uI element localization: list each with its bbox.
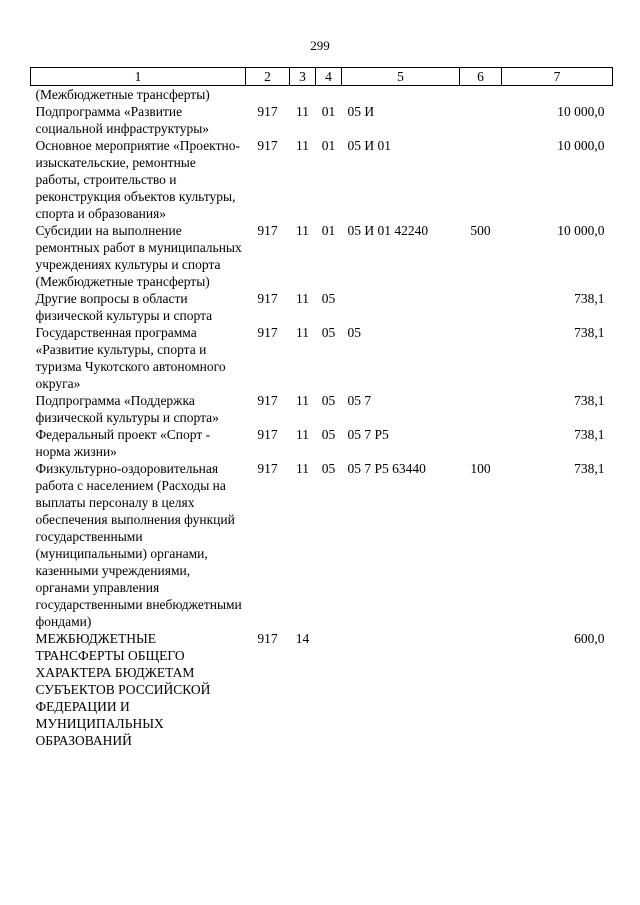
row-col-4: 05 <box>321 427 336 442</box>
row-col-4: 05 <box>321 461 336 476</box>
row-col-5 <box>342 290 460 324</box>
header-col-6: 6 <box>460 68 502 86</box>
row-col-2: 917 <box>257 461 278 476</box>
row-col-7: 10 000,0 <box>557 223 605 238</box>
row-col-2: 917 <box>257 427 278 442</box>
row-col-3: 11 <box>296 427 309 442</box>
row-name: Основное мероприятие «Проектно-изыскательские, ремонтные работы, строительство и реконструкция объектов культуры, спорта и образования» <box>35 138 240 221</box>
row-col-3: 11 <box>296 223 309 238</box>
row-col-6: 500 <box>470 223 491 238</box>
row-col-4: 01 <box>321 138 336 153</box>
row-col-7: 738,1 <box>574 461 605 476</box>
budget-table <box>30 67 613 749</box>
header-col-4: 4 <box>316 68 342 86</box>
table-row <box>31 290 613 324</box>
row-col-3: 11 <box>296 325 309 340</box>
row-col-2: 917 <box>257 631 278 646</box>
row-col-6 <box>460 392 502 426</box>
row-col-2 <box>246 86 290 104</box>
row-col-3: 14 <box>295 631 310 646</box>
row-col-6 <box>460 426 502 460</box>
row-col-7: 10 000,0 <box>557 104 605 119</box>
row-col-4: 05 <box>321 325 336 340</box>
row-col-6 <box>460 290 502 324</box>
header-col-7: 7 <box>502 68 613 86</box>
row-col-6 <box>460 137 502 222</box>
table-row <box>31 392 613 426</box>
row-col-5: 05 <box>347 325 361 340</box>
table-row <box>31 426 613 460</box>
row-col-5: 05 7 Р5 63440 <box>347 461 426 476</box>
row-col-5: 05 7 <box>347 393 372 408</box>
row-col-3: 11 <box>296 393 309 408</box>
table-row <box>31 86 613 104</box>
row-col-2: 917 <box>257 104 278 119</box>
row-col-2: 917 <box>257 138 278 153</box>
row-name: (Межбюджетные трансферты) <box>35 87 210 102</box>
header-row <box>31 68 613 86</box>
row-col-7: 738,1 <box>574 393 605 408</box>
row-col-3: 11 <box>296 138 309 153</box>
row-col-6 <box>460 86 502 104</box>
row-col-7: 600,0 <box>574 631 605 646</box>
row-col-7 <box>502 86 613 104</box>
header-col-3: 3 <box>290 68 316 86</box>
row-name: Физкультурно-оздоровительная работа с населением (Расходы на выплаты персоналу в целях обеспечения выполнения функций государственными (муниципальными) органами, казенными учреждениями, органами управления государственными внебюджетными фондами) <box>35 461 242 629</box>
row-name: Подпрограмма «Развитие социальной инфраструктуры» <box>35 104 210 136</box>
row-col-4: 05 <box>321 393 336 408</box>
table-row <box>31 460 613 630</box>
row-col-4 <box>316 630 342 749</box>
row-col-3: 11 <box>296 461 309 476</box>
row-name: Субсидии на выполнение ремонтных работ в муниципальных учреждениях культуры и спорта (Межбюджетные трансферты) <box>35 223 242 289</box>
row-col-6 <box>460 630 502 749</box>
row-col-5: 05 И 01 <box>347 138 391 153</box>
row-col-2: 917 <box>257 291 278 306</box>
row-col-4: 05 <box>321 291 336 306</box>
row-col-7: 10 000,0 <box>557 138 605 153</box>
row-col-4: 01 <box>321 104 336 119</box>
row-col-3 <box>290 86 316 104</box>
row-col-4: 01 <box>321 223 336 238</box>
row-col-5 <box>342 86 460 104</box>
header-col-2: 2 <box>246 68 290 86</box>
row-name: Подпрограмма «Поддержка физической культуры и спорта» <box>35 393 219 425</box>
row-name: Другие вопросы в области физической культуры и спорта <box>35 291 213 323</box>
table-row <box>31 630 613 749</box>
row-col-3: 11 <box>296 291 309 306</box>
row-col-7: 738,1 <box>574 427 605 442</box>
row-col-2: 917 <box>257 393 278 408</box>
table-row <box>31 137 613 222</box>
row-name: МЕЖБЮДЖЕТНЫЕ ТРАНСФЕРТЫ ОБЩЕГО ХАРАКТЕРА БЮДЖЕТАМ СУБЪЕКТОВ РОССИЙСКОЙ ФЕДЕРАЦИИ И МУНИЦИПАЛЬНЫХ ОБРАЗОВАНИЙ <box>35 631 211 748</box>
row-col-5: 05 И 01 42240 <box>347 223 429 238</box>
page-number: 299 <box>310 38 330 53</box>
row-col-6 <box>460 324 502 392</box>
table-row <box>31 222 613 290</box>
row-col-7: 738,1 <box>574 325 605 340</box>
row-name: Федеральный проект «Спорт - норма жизни» <box>35 427 211 459</box>
row-name: Государственная программа «Развитие культуры, спорта и туризма Чукотского автономного округа» <box>35 325 226 391</box>
row-col-6: 100 <box>470 461 491 476</box>
table-row <box>31 103 613 137</box>
header-col-1: 1 <box>31 68 246 86</box>
row-col-2: 917 <box>257 223 278 238</box>
row-col-7: 738,1 <box>574 291 605 306</box>
row-col-5 <box>342 630 460 749</box>
row-col-6 <box>460 103 502 137</box>
row-col-4 <box>316 86 342 104</box>
row-col-5: 05 И <box>347 104 375 119</box>
header-col-5: 5 <box>342 68 460 86</box>
row-col-2: 917 <box>257 325 278 340</box>
row-col-5: 05 7 Р5 <box>347 427 389 442</box>
row-col-3: 11 <box>296 104 309 119</box>
table-row <box>31 324 613 392</box>
